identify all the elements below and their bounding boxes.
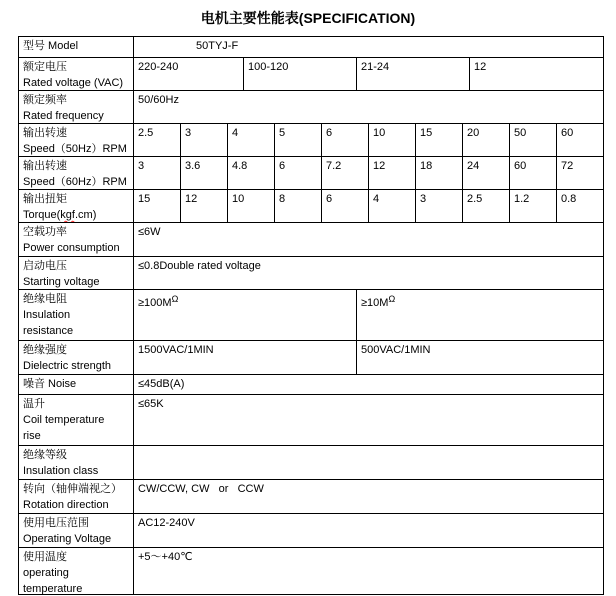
speed50-cell: 6 [322, 124, 369, 157]
voltage-cell: 220-240 [134, 58, 244, 91]
speed50-cell: 3 [181, 124, 228, 157]
speed60-cell: 7.2 [322, 157, 369, 190]
label-zh: 绝缘强度 [23, 344, 67, 356]
row-label-noise: 噪音 Noise [19, 375, 134, 395]
ohm-unit: Ω [171, 294, 179, 304]
label-zh: 转向（轴伸端视之） [23, 483, 122, 495]
operating-temperature-value: +5～+40℃ [134, 548, 604, 595]
torque-cell: 12 [181, 190, 228, 223]
row-label-power-consumption [19, 223, 134, 257]
row-label-rotation-direction [19, 480, 134, 514]
row-label-rated-frequency [19, 91, 134, 124]
speed60-cell: 4.8 [228, 157, 275, 190]
row-label-rated-voltage [19, 58, 134, 91]
label-en: resistance [23, 325, 74, 337]
label-en: Operating Voltage [23, 533, 112, 545]
speed60-cell: 6 [275, 157, 322, 190]
torque-cell: 4 [369, 190, 416, 223]
model-value: 50TYJ-F [134, 37, 604, 58]
voltage-cell: 12 [470, 58, 604, 91]
table-row-operating-temperature [19, 548, 604, 595]
voltage-cell: 21-24 [357, 58, 470, 91]
temperature-rise-value: ≤65K [134, 395, 604, 446]
torque-cell: 15 [134, 190, 181, 223]
rotation-direction-value: CW/CCW, CW or CCW [134, 480, 604, 514]
row-label-model: 型号 Model [19, 37, 134, 58]
speed60-cell: 60 [510, 157, 557, 190]
table-row-rated-voltage [19, 58, 604, 91]
torque-cell: 0.8 [557, 190, 604, 223]
label-en: Dielectric strength [23, 360, 112, 372]
label-zh: 额定电压 [23, 61, 67, 73]
label-zh: 输出转速 [23, 160, 67, 172]
table-row-insulation-resistance [19, 290, 604, 341]
power-consumption-value: ≤6W [134, 223, 604, 257]
label-en: Speed（60Hz）RPM [23, 176, 127, 188]
speed50-cell: 2.5 [134, 124, 181, 157]
label-en: Insulation [23, 309, 71, 321]
table-row-starting-voltage [19, 257, 604, 290]
label-zh: 绝缘电阻 [23, 293, 67, 305]
table-row-speed-50hz [19, 124, 604, 157]
table-row-operating-voltage [19, 514, 604, 548]
torque-cell: 3 [416, 190, 463, 223]
dielectric-strength-cell: 500VAC/1MIN [357, 341, 604, 375]
label-en: Rated frequency [23, 110, 104, 122]
starting-voltage-value: ≤0.8Double rated voltage [134, 257, 604, 290]
label-en: Rated voltage (VAC) [23, 77, 124, 89]
label-en: Rotation direction [23, 499, 109, 511]
speed60-cell: 3 [134, 157, 181, 190]
label-zh: 额定频率 [23, 94, 67, 106]
row-label-torque [19, 190, 134, 223]
speed50-cell: 10 [369, 124, 416, 157]
table-row-torque [19, 190, 604, 223]
row-label-starting-voltage [19, 257, 134, 290]
insulation-resistance-cell: $\ge 10M^\Omega$ [357, 290, 604, 341]
row-label-speed-60hz [19, 157, 134, 190]
speed60-cell: 3.6 [181, 157, 228, 190]
noise-value: ≤45dB(A) [134, 375, 604, 395]
label-zh: 绝缘等级 [23, 449, 67, 461]
label-zh: 启动电压 [23, 260, 67, 272]
table-row-rotation-direction [19, 480, 604, 514]
speed60-cell: 24 [463, 157, 510, 190]
table-row-dielectric-strength [19, 341, 604, 375]
label-en: operating [23, 567, 69, 579]
frequency-value: 50/60Hz [134, 91, 604, 124]
insulation-class-value [134, 446, 604, 480]
ohm-unit: Ω [388, 294, 396, 304]
speed50-cell: 15 [416, 124, 463, 157]
page-title: 电机主要性能表(SPECIFICATION) [200, 10, 416, 26]
label-zh: 输出转速 [23, 127, 67, 139]
table-row-model [19, 37, 604, 58]
spellcheck-underline: kgf [60, 209, 75, 221]
speed50-cell: 60 [557, 124, 604, 157]
table-row-insulation-class [19, 446, 604, 480]
label-en: rise [23, 430, 41, 442]
torque-cell: 1.2 [510, 190, 557, 223]
torque-cell: 10 [228, 190, 275, 223]
label-zh: 空载功率 [23, 226, 67, 238]
label-zh: 使用电压范围 [23, 517, 89, 529]
speed50-cell: 20 [463, 124, 510, 157]
label-en: Power consumption [23, 242, 120, 254]
label-zh: 输出扭矩 [23, 193, 67, 205]
row-label-speed-50hz [19, 124, 134, 157]
label-en: Coil temperature [23, 414, 105, 426]
row-label-operating-temperature [19, 548, 134, 595]
torque-cell: 6 [322, 190, 369, 223]
table-row-rated-frequency [19, 91, 604, 124]
speed50-cell: 4 [228, 124, 275, 157]
insulation-resistance-cell: $\ge 100M^\Omega$ [134, 290, 357, 341]
label-en: Torque(kgf.cm) [23, 209, 97, 221]
operating-voltage-value: AC12-240V [134, 514, 604, 548]
dielectric-strength-cell: 1500VAC/1MIN [134, 341, 357, 375]
torque-cell: 2.5 [463, 190, 510, 223]
torque-cell: 8 [275, 190, 322, 223]
voltage-cell: 100-120 [244, 58, 357, 91]
label-en: temperature [23, 583, 83, 595]
speed60-cell: 72 [557, 157, 604, 190]
label-en: Speed（50Hz）RPM [23, 143, 127, 155]
speed60-cell: 18 [416, 157, 463, 190]
label-zh: 温升 [23, 398, 45, 410]
label-en: Starting voltage [23, 276, 100, 288]
speed50-cell: 5 [275, 124, 322, 157]
row-label-temperature-rise [19, 395, 134, 446]
table-row-speed-60hz [19, 157, 604, 190]
specification-table [18, 36, 604, 595]
table-row-power-consumption [19, 223, 604, 257]
label-zh: 使用温度 [23, 551, 67, 563]
row-label-insulation-resistance [19, 290, 134, 341]
table-row-temperature-rise [19, 395, 604, 446]
row-label-insulation-class [19, 446, 134, 480]
label-en: Insulation class [23, 465, 99, 477]
speed60-cell: 12 [369, 157, 416, 190]
speed50-cell: 50 [510, 124, 557, 157]
table-row-noise [19, 375, 604, 395]
row-label-dielectric-strength [19, 341, 134, 375]
row-label-operating-voltage [19, 514, 134, 548]
